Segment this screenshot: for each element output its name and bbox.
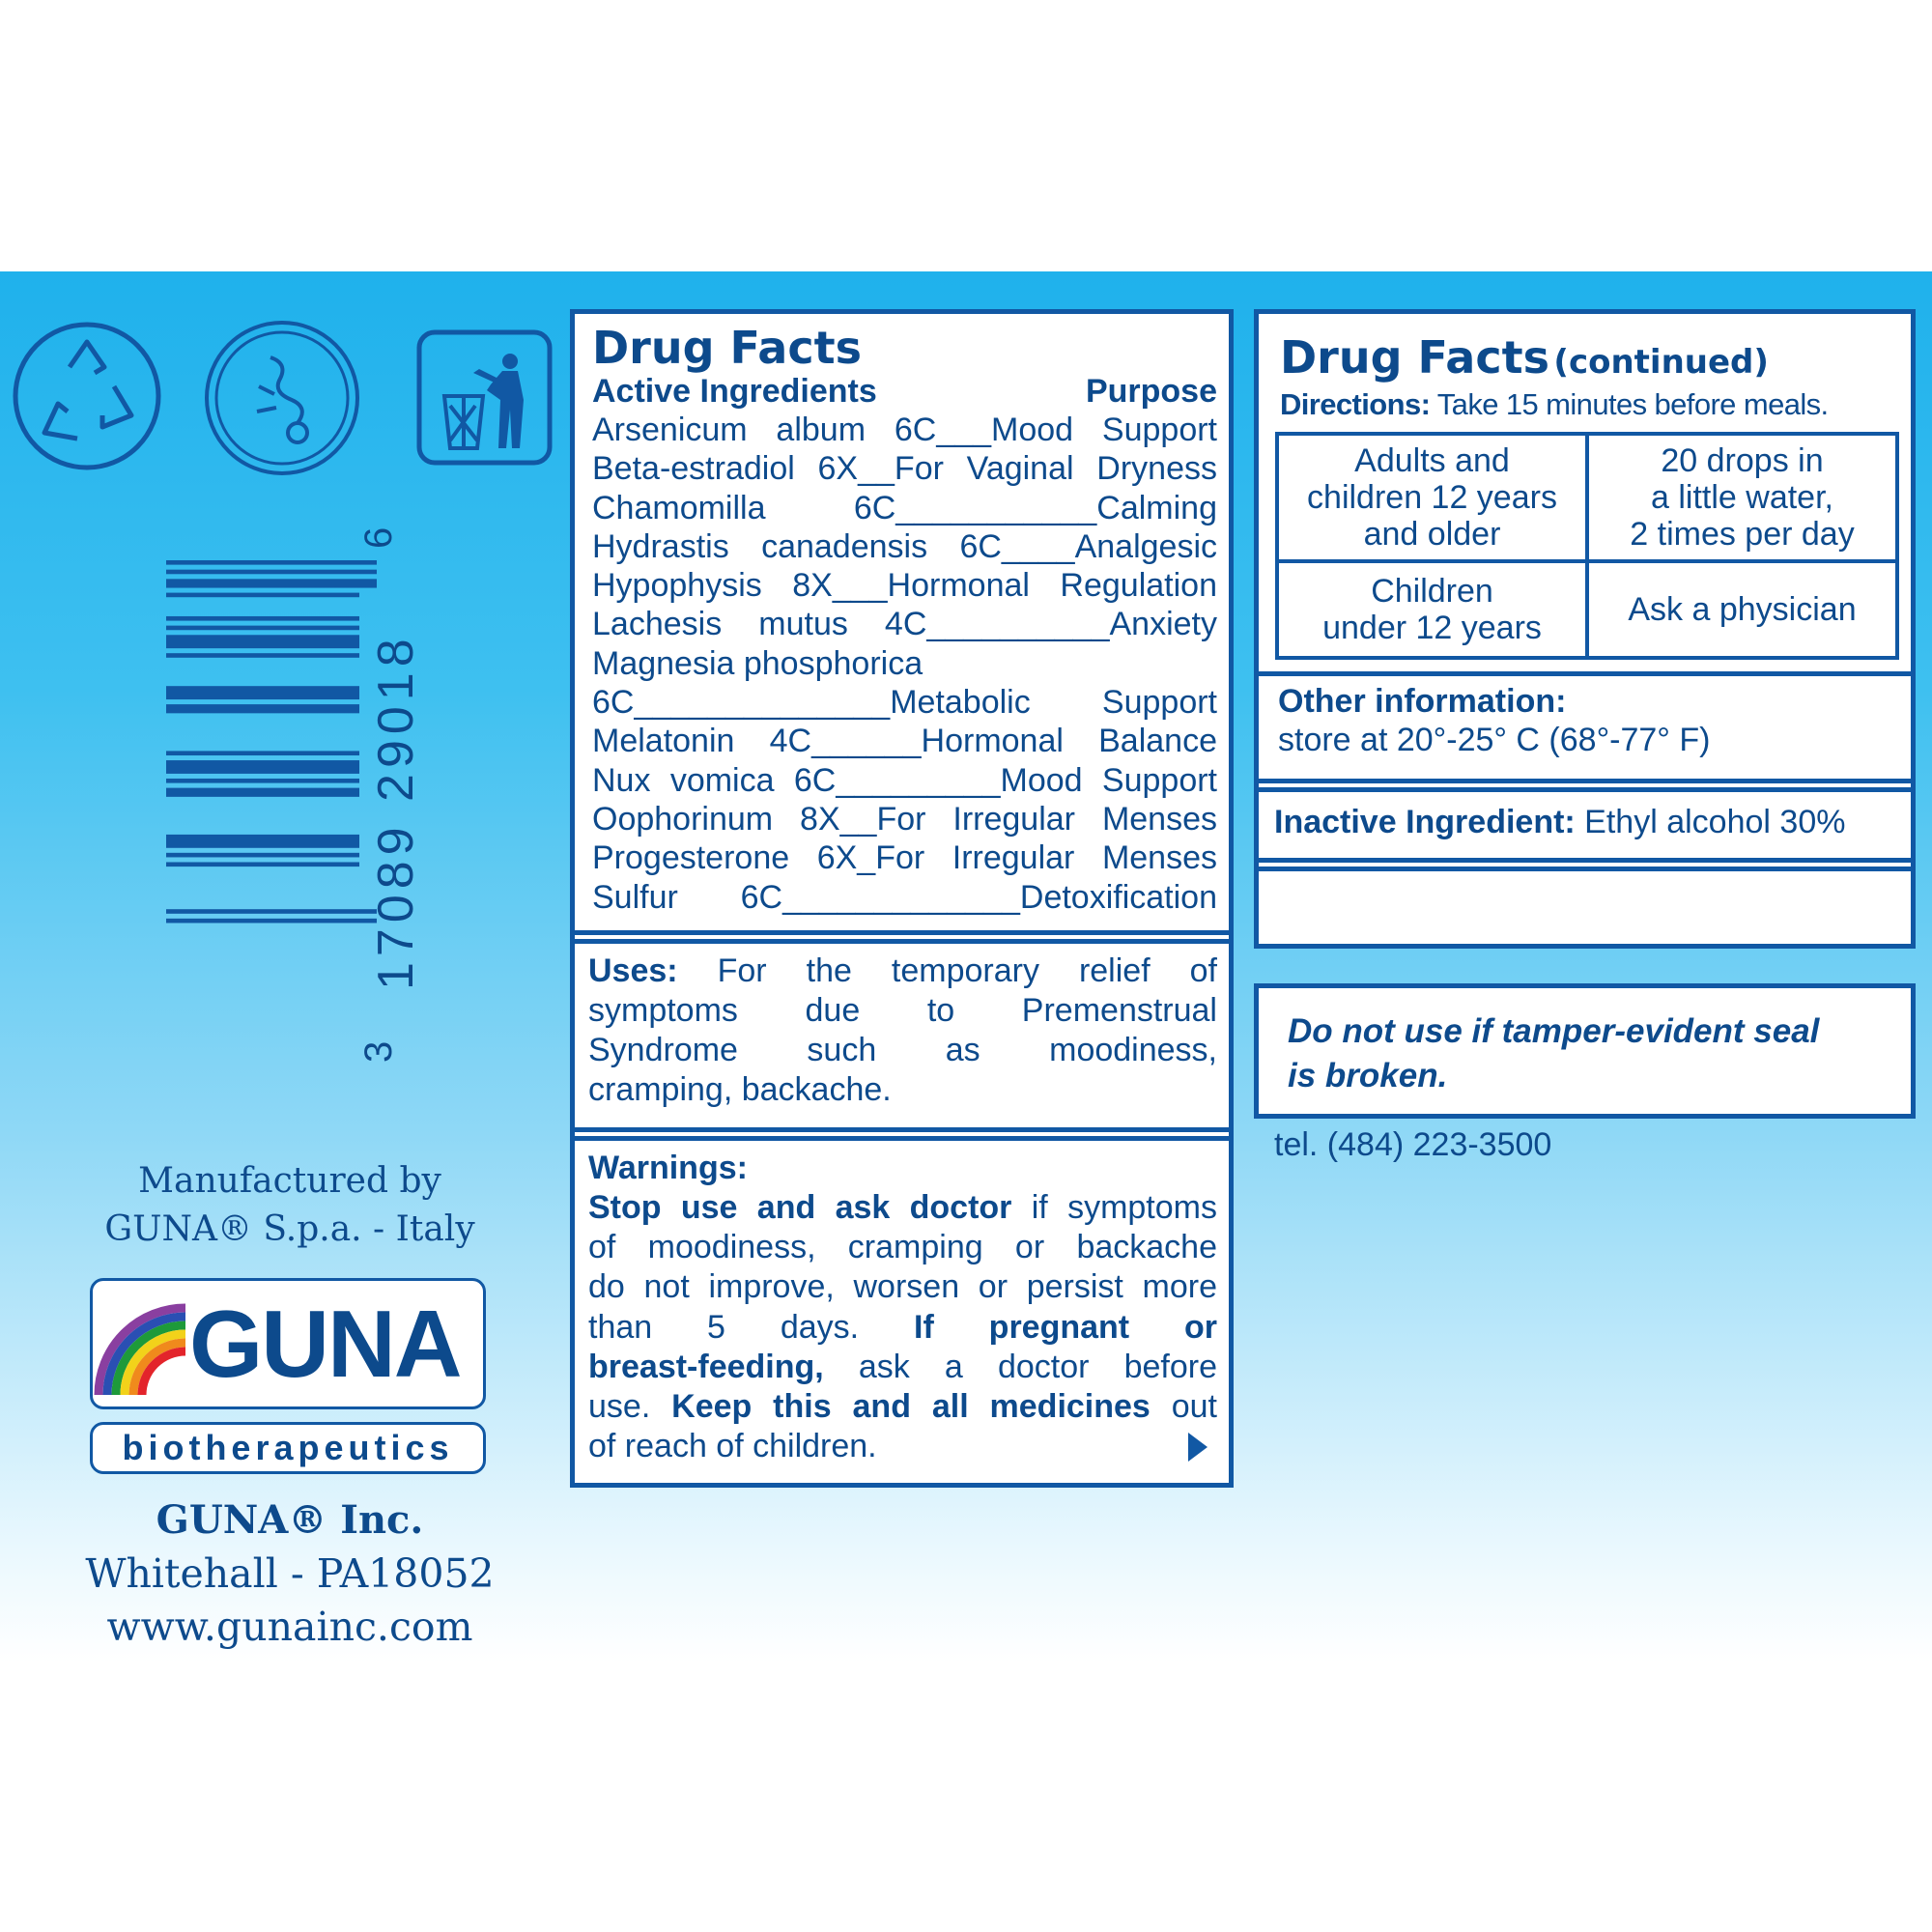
warning-breastfeeding: breast-feeding, xyxy=(588,1348,824,1385)
barcode-bar xyxy=(166,635,359,648)
inactive-ingredient xyxy=(1259,792,1911,854)
ingredient-line: Sulfur 6C_____________Detoxification xyxy=(592,878,1217,916)
barcode-bar xyxy=(166,626,359,631)
table-row xyxy=(1277,561,1897,658)
directions-text: Take 15 minutes before meals. xyxy=(1430,387,1829,421)
warning-text: than 5 days. xyxy=(588,1308,915,1346)
manufacturer-line2: GUNA® S.p.a. - Italy xyxy=(104,1209,475,1249)
uses-section xyxy=(588,944,1217,1116)
uses-label: Uses: xyxy=(588,952,678,989)
table-cell: Adults and children 12 years and older xyxy=(1277,434,1587,561)
continued-header xyxy=(1259,314,1911,384)
section-divider xyxy=(1259,858,1911,863)
active-ingredients-heading: Active Ingredients xyxy=(592,373,877,410)
ingredient-line: Progesterone 6X_For Irregular Menses xyxy=(592,839,1217,877)
barcode-bar xyxy=(166,760,359,774)
barcode-bar xyxy=(166,919,377,923)
ingredient-list xyxy=(592,411,1217,917)
ingredient-line: Hypophysis 8X___Hormonal Regulation xyxy=(592,567,1217,605)
warnings-label: Warnings: xyxy=(588,1149,748,1186)
barcode-bar xyxy=(166,560,377,565)
section-divider xyxy=(575,1127,1229,1132)
directions-label: Directions: xyxy=(1280,387,1431,421)
questions-phone: tel. (484) 223-3500 xyxy=(1274,1126,1552,1163)
table-cell: 20 drops in a little water, 2 times per day xyxy=(1587,434,1897,561)
uses-text: cramping, backache. xyxy=(588,1070,892,1108)
drug-facts-title: Drug Facts xyxy=(592,322,862,374)
table-cell: Children under 12 years xyxy=(1277,561,1587,658)
other-text: store at 20°-25° C (68°-77° F) xyxy=(1278,722,1711,758)
barcode-bar xyxy=(166,862,359,867)
continue-arrow-icon xyxy=(1186,1431,1209,1463)
dispose-in-bin-icon xyxy=(415,328,554,467)
continued-title: Drug Facts xyxy=(1280,331,1549,384)
continued-suffix: (continued) xyxy=(1553,343,1769,382)
seal-notice-panel xyxy=(1254,983,1916,1119)
other-information xyxy=(1259,676,1911,759)
ingredient-line: Nux vomica 6C_________Mood Support xyxy=(592,761,1217,799)
barcode-bar xyxy=(166,751,359,755)
logo-subtitle: biotherapeutics xyxy=(122,1428,454,1467)
ingredient-line: Beta-estradiol 6X__For Vaginal Dryness xyxy=(592,450,1217,488)
uses-text: Syndrome such as moodiness, xyxy=(588,1031,1217,1068)
logo-subtitle-box xyxy=(90,1422,486,1474)
barcode-trail-digit: 6 xyxy=(357,526,400,549)
uses-text: For the temporary relief of xyxy=(717,952,1217,989)
seal-notice-line2: is broken. xyxy=(1288,1057,1448,1094)
table-row xyxy=(1277,434,1897,561)
barcode-bar xyxy=(166,704,359,713)
warning-pregnant: If pregnant or xyxy=(914,1308,1218,1346)
warning-text: of moodiness, cramping or backache xyxy=(588,1229,1217,1266)
barcode-bar xyxy=(166,686,359,699)
other-label: Other information: xyxy=(1278,683,1567,720)
ingredient-line: Melatonin 4C______Hormonal Balance xyxy=(592,723,1217,760)
manufacturer-line1: Manufactured by xyxy=(138,1161,441,1201)
warning-stop-use: Stop use and ask doctor xyxy=(588,1189,1012,1227)
warning-text: out xyxy=(1150,1388,1217,1426)
purpose-heading: Purpose xyxy=(1085,373,1217,410)
warning-text: if symptoms xyxy=(1011,1189,1217,1227)
ingredient-line: Arsenicum album 6C___Mood Support xyxy=(592,412,1217,448)
warning-text: do not improve, worsen or persist more xyxy=(588,1268,1217,1306)
warning-keep-away: Keep this and all medicines xyxy=(671,1388,1151,1426)
ingredients-header xyxy=(592,372,1217,411)
barcode xyxy=(164,560,377,1063)
inactive-label: Inactive Ingredient: xyxy=(1274,804,1576,840)
barcode-bar xyxy=(166,570,377,575)
company-website: www.gunainc.com xyxy=(106,1604,473,1650)
seal-notice-line1: Do not use if tamper-evident seal xyxy=(1288,1012,1820,1050)
barcode-bar xyxy=(166,616,359,621)
ingredient-line: Lachesis mutus 4C__________Anxiety xyxy=(592,606,1217,643)
table-cell: Ask a physician xyxy=(1587,561,1897,658)
guna-logo xyxy=(90,1278,486,1409)
ingredient-line: Hydrastis canadensis 6C____Analgesic xyxy=(592,527,1217,565)
barcode-bar xyxy=(166,579,377,587)
uses-text: symptoms due to Premenstrual xyxy=(588,991,1217,1029)
barcode-number: 17089 29018 xyxy=(368,633,424,990)
warnings-section xyxy=(588,1141,1217,1467)
ingredient-line: 6C______________Metabolic Support xyxy=(592,684,1217,722)
barcode-bar xyxy=(166,835,359,848)
warning-text: ask a doctor before xyxy=(823,1348,1217,1385)
barcode-bar xyxy=(166,653,359,658)
warning-text: use. xyxy=(588,1388,672,1426)
ingredient-line: Chamomilla 6C___________Calming xyxy=(592,489,1217,526)
barcode-bar xyxy=(166,853,359,858)
drug-facts-panel xyxy=(570,309,1234,1488)
barcode-bar xyxy=(166,593,359,598)
directions xyxy=(1259,384,1911,422)
recycle-icon xyxy=(10,319,164,473)
inactive-text: Ethyl alcohol 30% xyxy=(1575,804,1846,840)
pet-plastic-icon xyxy=(203,319,362,478)
dosage-table xyxy=(1275,432,1899,660)
section-divider xyxy=(575,930,1229,935)
ingredient-line: Magnesia phosphorica xyxy=(592,644,923,682)
company-address: Whitehall - PA18052 xyxy=(85,1550,495,1597)
logo-word: GUNA xyxy=(189,1291,461,1397)
company-name: GUNA® Inc. xyxy=(156,1497,424,1543)
ingredient-line: Oophorinum 8X__For Irregular Menses xyxy=(592,800,1217,838)
warning-text: of reach of children. xyxy=(588,1428,877,1465)
barcode-lead-digit: 3 xyxy=(357,1040,400,1063)
section-divider xyxy=(1259,779,1911,783)
barcode-bar xyxy=(166,788,359,797)
barcode-bar xyxy=(166,779,359,783)
barcode-bar xyxy=(166,909,377,914)
